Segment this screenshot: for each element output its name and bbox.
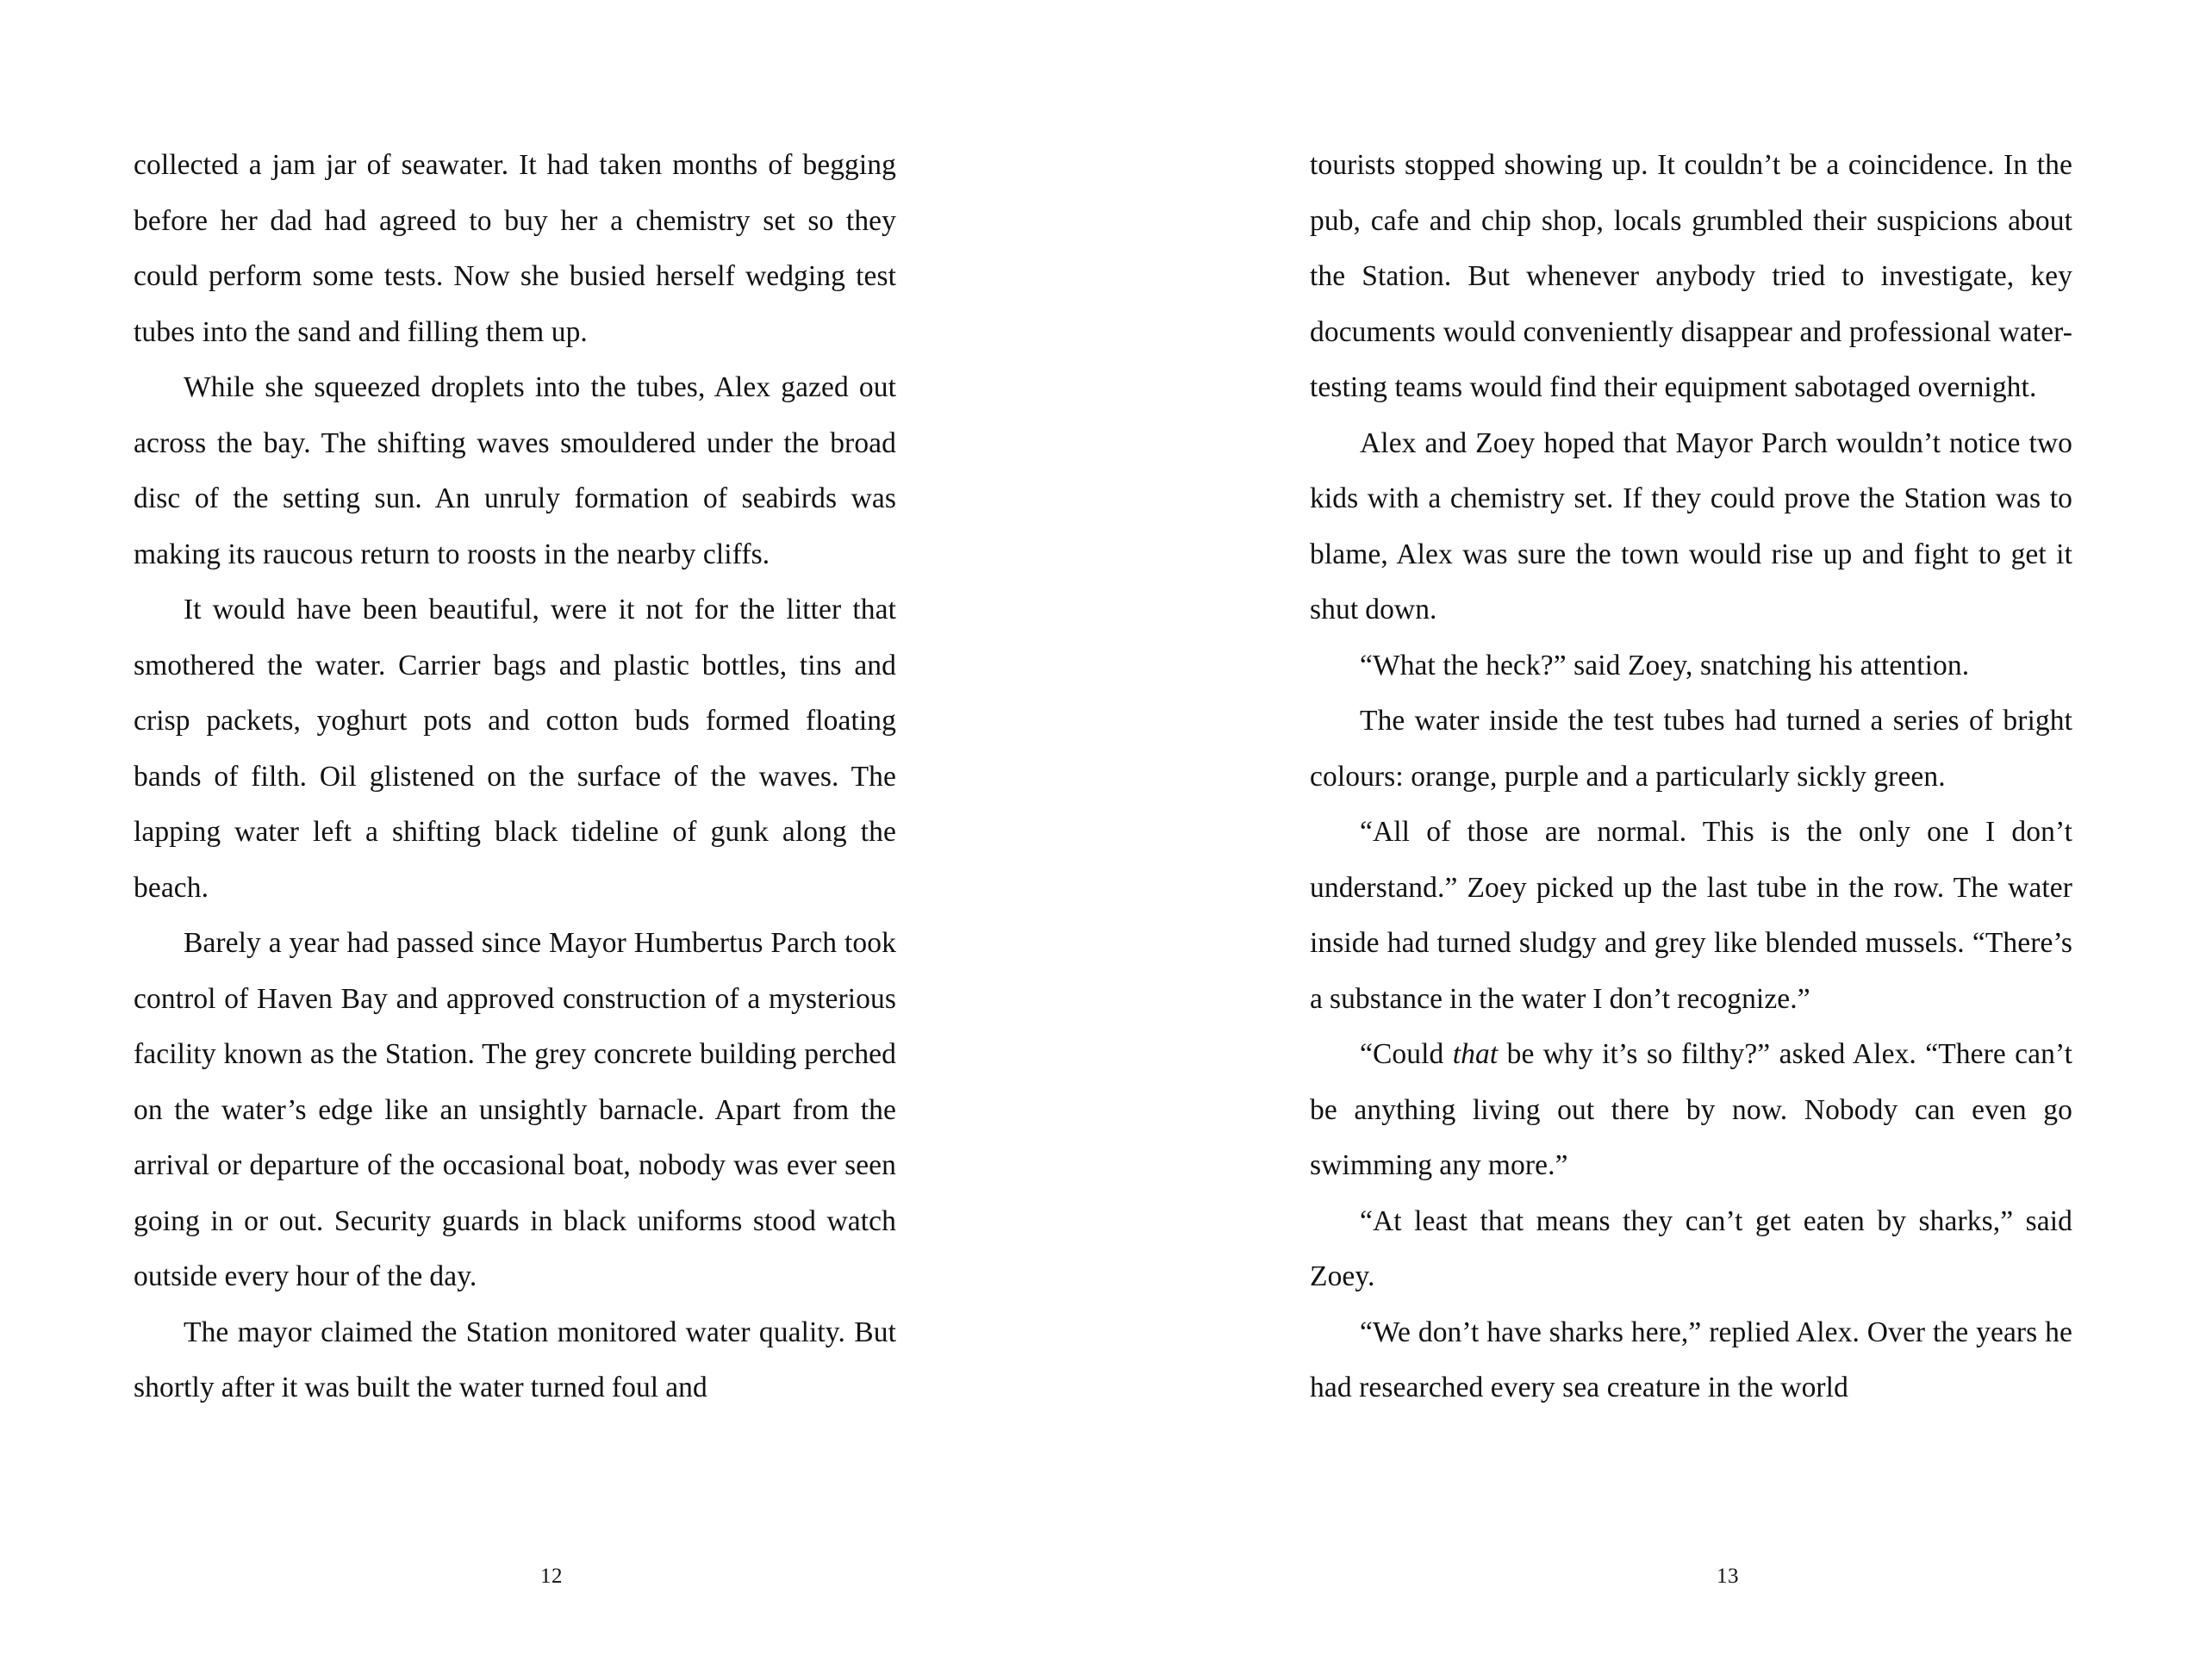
text-column-right <box>1310 138 2072 1416</box>
page-number-right: 13 <box>1717 1565 1739 1588</box>
paragraph: “All of those are normal. This is the only one I don’t understand.” Zoey picked up the last tube in the row. The water inside had turned sludgy and grey like blended mussels. “There’s a substance in the water I don’t recognize.” <box>1310 816 2072 1015</box>
paragraph: The mayor claimed the Station monitored water quality. But shortly after it was built the water turned foul and <box>134 1316 896 1403</box>
paragraph: Barely a year had passed since Mayor Humbertus Parch took control of Haven Bay and approved construction of a mysterious facility known as the Station. The grey concrete building perched on the water’s edge like an unsightly barnacle. Apart from the arrival or departure of the occasional boat, nobody was ever seen going in or out. Security guards in black uniforms stood watch outside every hour of the day. <box>134 927 896 1292</box>
paragraph: It would have been beautiful, were it not for the litter that smothered the water. Carrier bags and plastic bottles, tins and crisp packets, yoghurt pots and cotton buds formed floating bands of filth. Oil glistened on the surface of the waves. The lapping water left a shifting black tideline of gunk along the beach. <box>134 594 896 904</box>
paragraph: collected a jam jar of seawater. It had taken months of begging before her dad had agreed to buy her a chemistry set so they could perform some tests. Now she busied herself wedging test tubes into the sand and filling them up. <box>134 149 896 348</box>
paragraph: “At least that means they can’t get eaten by sharks,” said Zoey. <box>1310 1204 2072 1292</box>
paragraph: While she squeezed droplets into the tubes, Alex gazed out across the bay. The shifting waves smouldered under the broad disc of the setting sun. An unruly formation of seabirds was making its raucous return to roosts in the nearby cliffs. <box>134 371 896 570</box>
text-after-emphasis: be why it’s so filthy?” asked Alex. “There can’t be anything living out there by now. Nobody can even go swimming any more.” <box>1310 1038 2072 1181</box>
page-right <box>1103 0 2206 1680</box>
page-number-left: 12 <box>540 1565 563 1588</box>
paragraph: The water inside the test tubes had turned a series of bright colours: orange, purple and a particularly sickly green. <box>1310 705 2072 793</box>
paragraph: tourists stopped showing up. It couldn’t be a coincidence. In the pub, cafe and chip shop, locals grumbled their suspicions about the Station. But whenever anybody tried to investigate, key documents would conveniently disappear and professional water-testing teams would find their equipment sabotaged overnight. <box>1310 149 2072 403</box>
paragraph: “What the heck?” said Zoey, snatching his attention. <box>1360 649 1970 681</box>
paragraph: “We don’t have sharks here,” replied Alex. Over the years he had researched every sea creature in the world <box>1310 1316 2072 1403</box>
text-before-emphasis: “Could <box>1360 1038 1453 1070</box>
paragraph: Alex and Zoey hoped that Mayor Parch wouldn’t notice two kids with a chemistry set. If they could prove the Station was to blame, Alex was sure the town would rise up and fight to get it shut down. <box>1310 426 2072 625</box>
emphasized-word: that <box>1452 1038 1499 1070</box>
paragraph-with-emphasis <box>1310 1027 2072 1194</box>
text-column-left <box>134 138 896 1416</box>
